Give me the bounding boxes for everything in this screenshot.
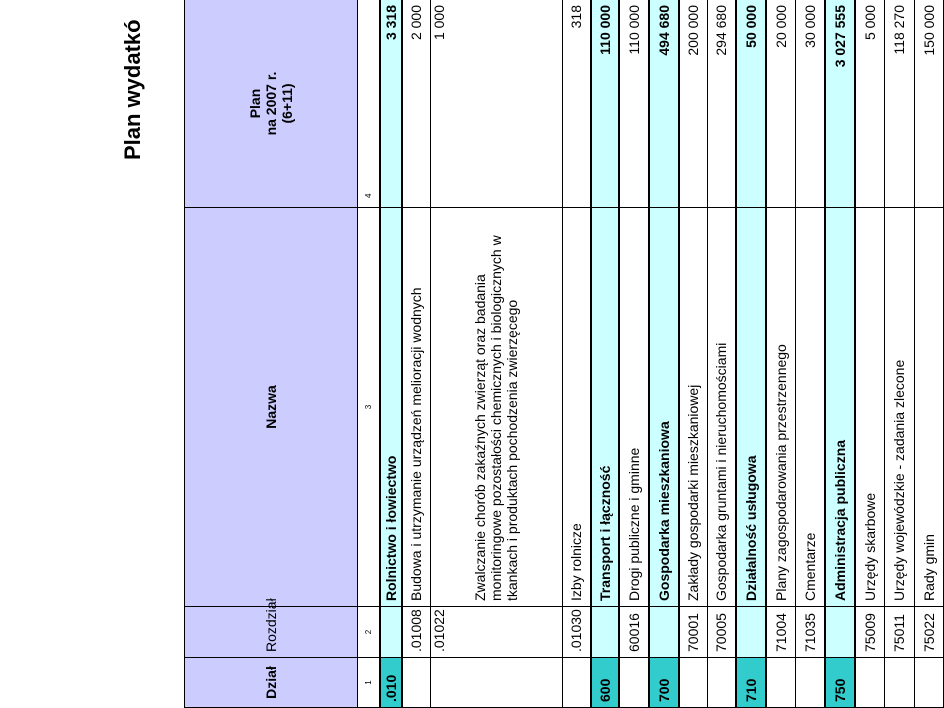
- plan-cell: 1 000: [430, 0, 562, 208]
- nazwa-cell: Rolnictwo i łowiectwo: [380, 208, 402, 607]
- header-nazwa: Nazwa: [185, 208, 358, 607]
- rozdzial-cell: [825, 607, 855, 658]
- nazwa-cell: Rady gmin: [914, 208, 943, 607]
- dzial-cell: [402, 658, 430, 708]
- table-row: [619, 0, 649, 708]
- header-row: [185, 0, 358, 708]
- dzial-cell: [884, 658, 914, 708]
- dzial-cell: [562, 658, 591, 708]
- column-number: 4: [358, 0, 381, 208]
- table-row: [707, 0, 736, 708]
- plan-cell: 110 000: [591, 0, 619, 208]
- dzial-cell: [766, 658, 795, 708]
- nazwa-cell: Gospodarka gruntami i nieruchomościami: [707, 208, 736, 607]
- dzial-cell: [855, 658, 884, 708]
- nazwa-cell: Administracja publiczna: [825, 208, 855, 607]
- header-dzial: Dział: [185, 658, 358, 708]
- rozdzial-cell: [736, 607, 766, 658]
- plan-cell: 50 000: [736, 0, 766, 208]
- dzial-cell: [679, 658, 707, 708]
- table-row: [914, 0, 943, 708]
- rozdzial-cell: [591, 607, 619, 658]
- header-plan-line1: Plan: [247, 88, 263, 119]
- dzial-cell: [430, 658, 562, 708]
- rozdzial-cell: 70001: [679, 607, 707, 658]
- dzial-cell: 710: [736, 658, 766, 708]
- rozdzial-cell: 75009: [855, 607, 884, 658]
- dzial-cell: 600: [591, 658, 619, 708]
- rozdzial-cell: 75011: [884, 607, 914, 658]
- column-number: 2: [358, 607, 381, 658]
- nazwa-cell: Plany zagospodarowania przestrzennego: [766, 208, 795, 607]
- table-row: [562, 0, 591, 708]
- dzial-cell: [795, 658, 825, 708]
- section-row: [591, 0, 619, 708]
- plan-cell: 110 000: [619, 0, 649, 208]
- column-number: 1: [358, 658, 381, 708]
- rozdzial-cell: .01022: [430, 607, 562, 658]
- dzial-cell: 750: [825, 658, 855, 708]
- rozdzial-cell: 70005: [707, 607, 736, 658]
- page-title: Plan wydatkó: [120, 19, 145, 160]
- rozdzial-cell: .01008: [402, 607, 430, 658]
- nazwa-cell: Izby rolnicze: [562, 208, 591, 607]
- budget-table-area: [184, 0, 937, 708]
- nazwa-cell: Zakłady gospodarki mieszkaniowej: [679, 208, 707, 607]
- header-rozdzial: Rozdział: [185, 607, 358, 658]
- dzial-cell: .010: [380, 658, 402, 708]
- table-row: [430, 0, 562, 708]
- nazwa-cell: Drogi publiczne i gminne: [619, 208, 649, 607]
- header-plan-line3: (6+11): [279, 83, 295, 124]
- nazwa-cell: Urzędy wojewódzkie - zadania zlecone: [884, 208, 914, 607]
- plan-cell: 200 000: [679, 0, 707, 208]
- rozdzial-cell: 71004: [766, 607, 795, 658]
- table-row: [402, 0, 430, 708]
- section-row: [825, 0, 855, 708]
- table-row: [766, 0, 795, 708]
- dzial-cell: [707, 658, 736, 708]
- dzial-cell: [619, 658, 649, 708]
- section-row: [736, 0, 766, 708]
- header-plan: [185, 0, 358, 208]
- dzial-cell: [914, 658, 943, 708]
- header-plan-line2: na 2007 r.: [263, 71, 279, 136]
- plan-cell: 294 680: [707, 0, 736, 208]
- table-body: [380, 0, 943, 708]
- rozdzial-cell: 71035: [795, 607, 825, 658]
- nazwa-cell: Zwalczanie chorób zakaźnych zwierząt oraz badania monitoringowe pozostałości chemicznych i biologicznych w tkankach i produktach pochodzenia zwierzęcego: [430, 208, 562, 607]
- plan-cell: 5 000: [855, 0, 884, 208]
- rozdzial-cell: 75022: [914, 607, 943, 658]
- plan-cell: 494 680: [649, 0, 679, 208]
- nazwa-cell: Budowa i utrzymanie urządzeń melioracji wodnych: [402, 208, 430, 607]
- nazwa-cell: Urzędy skarbowe: [855, 208, 884, 607]
- dzial-cell: 700: [649, 658, 679, 708]
- plan-cell: 20 000: [766, 0, 795, 208]
- plan-cell: 318: [562, 0, 591, 208]
- rozdzial-cell: .01030: [562, 607, 591, 658]
- plan-cell: 30 000: [795, 0, 825, 208]
- plan-cell: 3 318: [380, 0, 402, 208]
- plan-cell: 2 000: [402, 0, 430, 208]
- plan-cell: 150 000: [914, 0, 943, 208]
- budget-table: [184, 0, 944, 708]
- plan-cell: 3 027 555: [825, 0, 855, 208]
- rozdzial-cell: [649, 607, 679, 658]
- title-area: [0, 0, 175, 708]
- column-number-row: [358, 0, 381, 708]
- rozdzial-cell: [380, 607, 402, 658]
- nazwa-cell: Cmentarze: [795, 208, 825, 607]
- column-number: 3: [358, 208, 381, 607]
- table-row: [679, 0, 707, 708]
- section-row: [649, 0, 679, 708]
- rozdzial-cell: 60016: [619, 607, 649, 658]
- nazwa-cell: Działalność usługowa: [736, 208, 766, 607]
- plan-cell: 118 270: [884, 0, 914, 208]
- nazwa-cell: Transport i łączność: [591, 208, 619, 607]
- table-row: [884, 0, 914, 708]
- table-row: [795, 0, 825, 708]
- nazwa-cell: Gospodarka mieszkaniowa: [649, 208, 679, 607]
- table-row: [855, 0, 884, 708]
- section-row: [380, 0, 402, 708]
